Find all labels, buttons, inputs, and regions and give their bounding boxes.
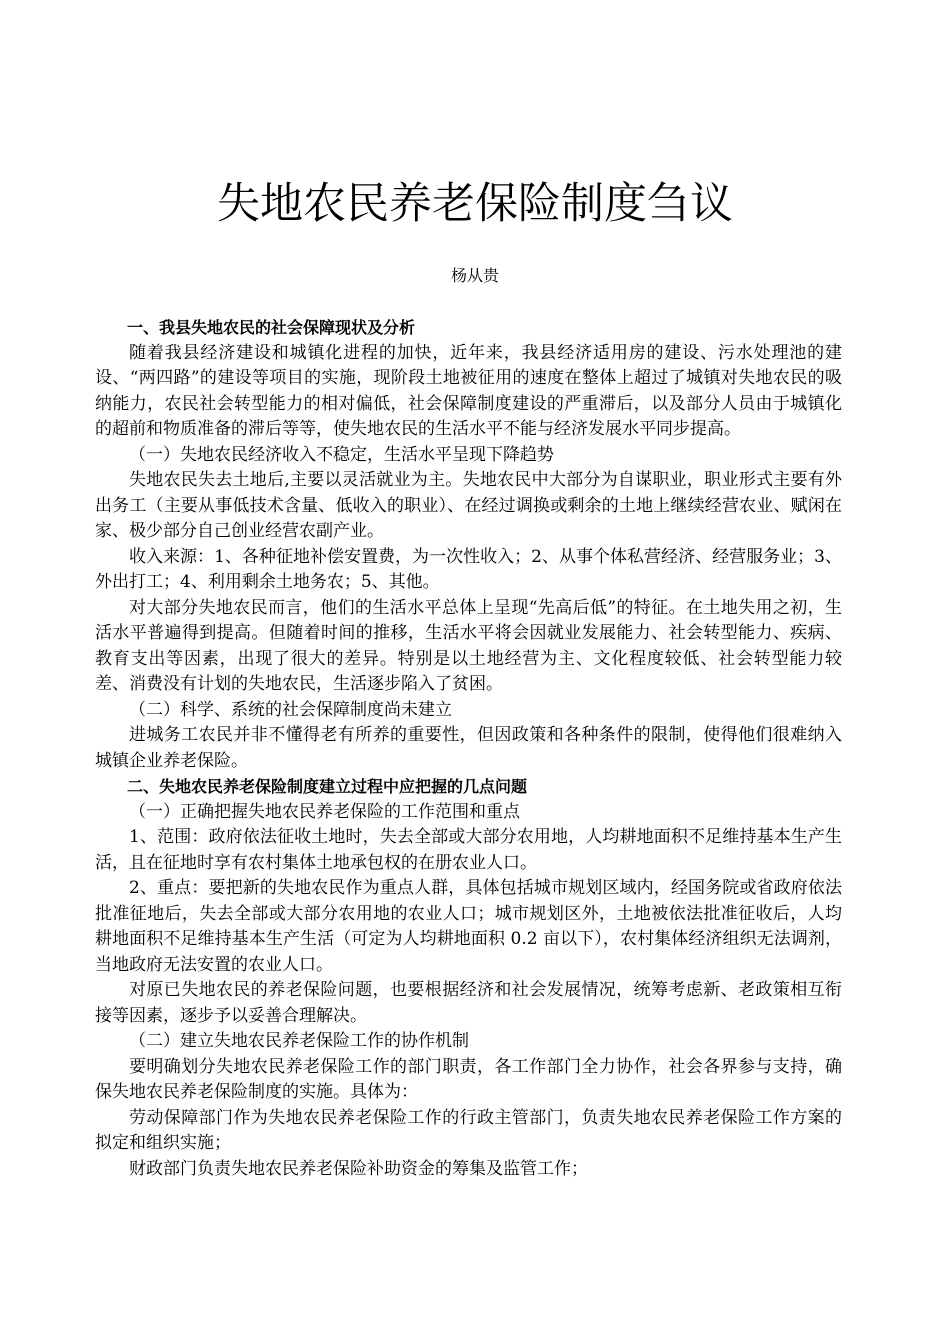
body-paragraph: 1、范围：政府依法征收土地时，失去全部或大部分农用地，人均耕地面积不足维持基本生产生活，且在征地时享有农村集体土地承包权的在册农业人口。: [95, 827, 842, 873]
document-author: 杨从贵: [450, 266, 499, 285]
section-heading: 一、我县失地农民的社会保障现状及分析: [127, 318, 416, 337]
body-paragraph: 进城务工农民并非不懂得老有所养的重要性，但因政策和各种条件的限制，使得他们很难纳入城镇企业养老保险。: [95, 725, 842, 771]
body-paragraph: 对大部分失地农民而言，他们的生活水平总体上呈现“先高后低”的特征。在土地失用之初，生活水平普遍得到提高。但随着时间的推移，生活水平将会因就业发展能力、社会转型能力、疾病、教育支出等因素，出现了很大的差异。特别是以土地经营为主、文化程度较低、社会转型能力较差、消费没有计划的失地农民，生活逐步陷入了贫困。: [95, 597, 842, 694]
document-body: [95, 315, 842, 1182]
subsection-heading: （二）建立失地农民养老保险工作的协作机制: [129, 1031, 469, 1051]
subsection-heading: （二）科学、系统的社会保障制度尚未建立: [129, 699, 452, 720]
section-heading: 二、失地农民养老保险制度建立过程中应把握的几点问题: [127, 777, 528, 796]
subsection-heading: （一）正确把握失地农民养老保险的工作范围和重点: [129, 801, 520, 822]
subsection-heading: （一）失地农民经济收入不稳定，生活水平呈现下降趋势: [129, 444, 554, 465]
body-paragraph: 失地农民失去土地后,主要以灵活就业为主。失地农民中大部分为自谋职业，职业形式主要有外出务工（主要从事低技术含量、低收入的职业）、在经过调换或剩余的土地上继续经营农业、赋闲在家、极少部分自己创业经营农副产业。: [95, 470, 842, 541]
body-paragraph: 2、重点：要把新的失地农民作为重点人群，具体包括城市规划区域内，经国务院或省政府依法批准征地后，失去全部或大部分农用地的农业人口；城市规划区外，土地被依法批准征收后，人均耕地面积不足维持基本生产生活（可定为人均耕地面积 0.2 亩以下），农村集体经济组织无法调剂，当地政府无法安置的农业人口。: [95, 878, 842, 975]
body-paragraph: 劳动保障部门作为失地农民养老保险工作的行政主管部门，负责失地农民养老保险工作方案的拟定和组织实施；: [95, 1107, 842, 1153]
body-paragraph: 要明确划分失地农民养老保险工作的部门职责，各工作部门全力协作，社会各界参与支持，确保失地农民养老保险制度的实施。具体为：: [95, 1056, 842, 1102]
body-paragraph: 对原已失地农民的养老保险问题，也要根据经济和社会发展情况，统筹考虑新、老政策相互衔接等因素，逐步予以妥善合理解决。: [95, 980, 842, 1026]
document-title: 失地农民养老保险制度刍议: [217, 179, 733, 229]
body-paragraph: 收入来源：1、各种征地补偿安置费，为一次性收入；2、从事个体私营经济、经营服务业；3、外出打工；4、利用剩余土地务农；5、其他。: [95, 546, 842, 592]
body-paragraph: 随着我县经济建设和城镇化进程的加快，近年来，我县经济适用房的建设、污水处理池的建设、“两四路”的建设等项目的实施，现阶段土地被征用的速度在整体上超过了城镇对失地农民的吸纳能力，农民社会转型能力的相对偏低，社会保障制度建设的严重滞后，以及部分人员由于城镇化的超前和物质准备的滞后等等，使失地农民的生活水平不能与经济发展水平同步提高。: [95, 342, 842, 439]
body-paragraph: 财政部门负责失地农民养老保险补助资金的筹集及监管工作；: [129, 1158, 588, 1179]
